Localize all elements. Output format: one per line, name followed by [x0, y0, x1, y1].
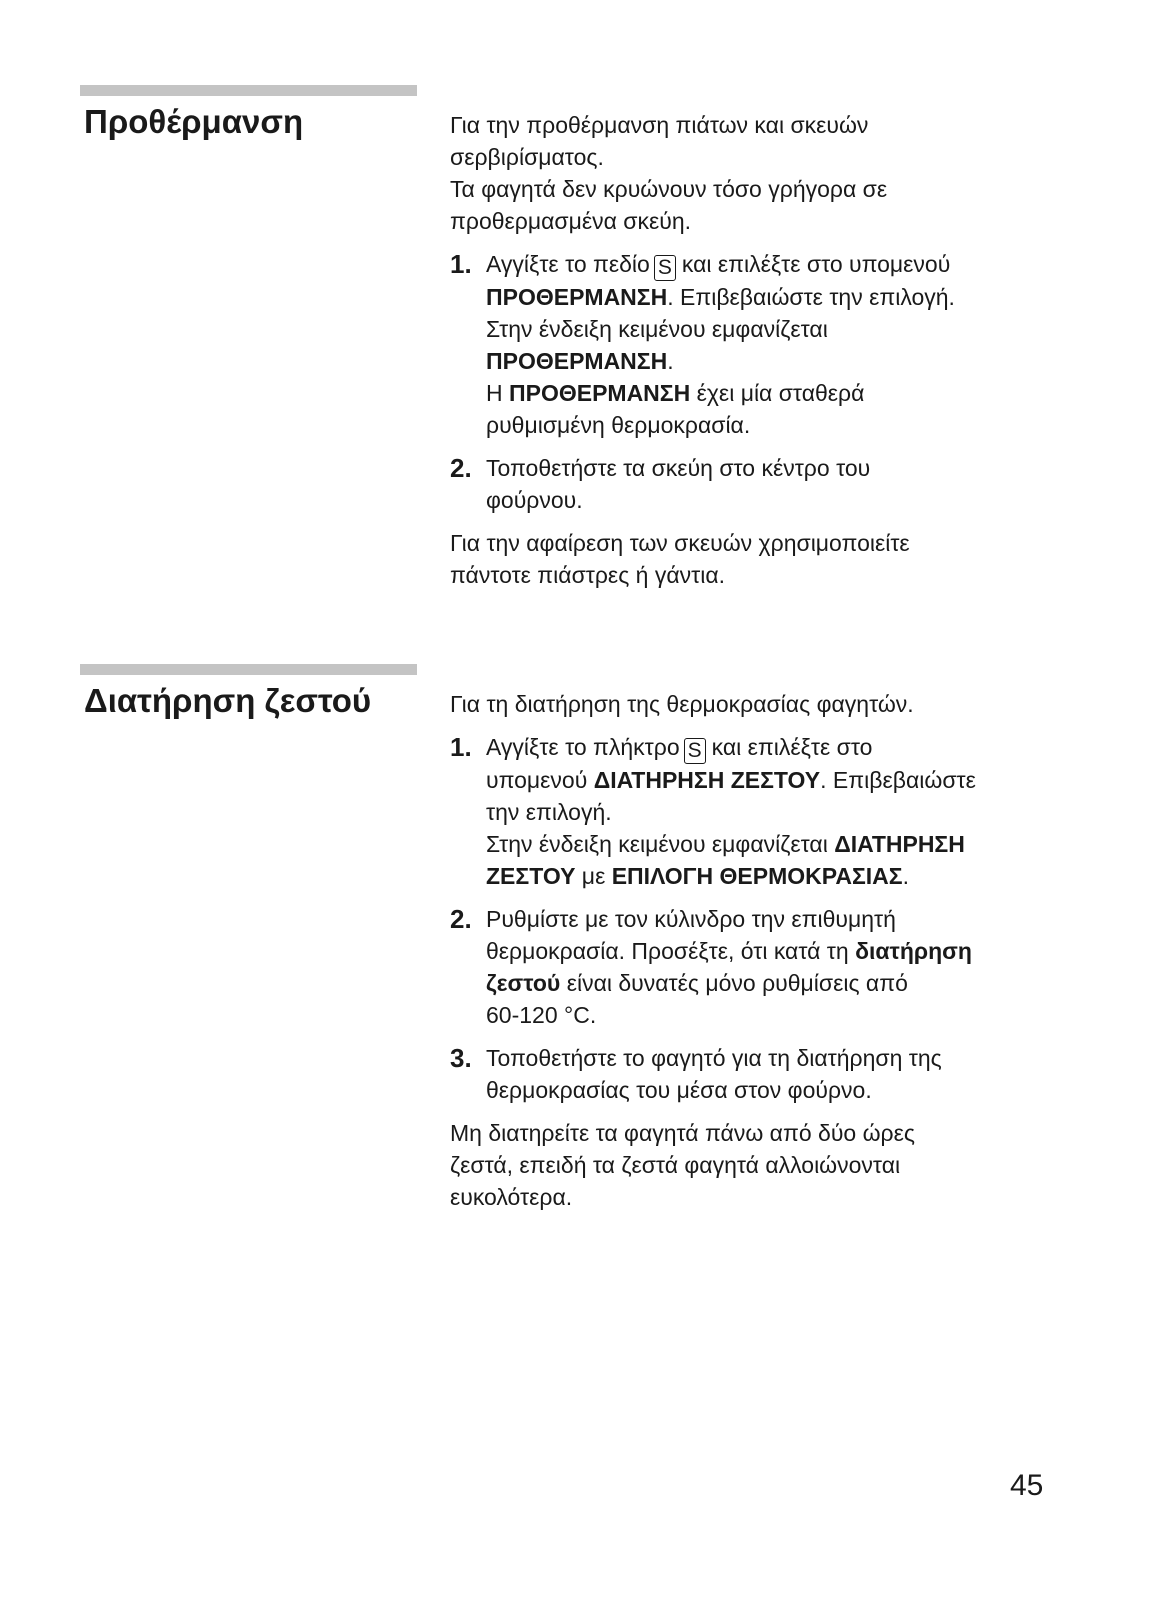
- section-body-preheat: [450, 109, 1050, 591]
- section-divider-bar: [80, 85, 417, 96]
- step-item: 2. Τοποθετήστε τα σκεύη στο κέντρο του φούρνου.: [450, 453, 871, 513]
- section-heading-keep-warm: Διατήρηση ζεστού: [84, 682, 372, 719]
- intro-paragraph: Για την προθέρμανση πιάτων και σκευών σερβιρίσματος. Τα φαγητά δεν κρυώνουν τόσο γρήγορα σε προθερμασμένα σκεύη.: [450, 112, 888, 234]
- outro-paragraph: Για την αφαίρεση των σκευών χρησιμοποιείτε πάντοτε πιάστρες ή γάντια.: [450, 530, 910, 588]
- settings-key-icon: S: [684, 738, 706, 764]
- step-item: 1. Αγγίξτε το πεδίο S και επιλέξτε στο υπομενού ΠΡΟΘΕΡΜΑΝΣΗ. Επιβεβαιώστε την επιλογή. Στην ένδειξη κειμένου εμφανίζεται ΠΡΟΘΕΡΜΑΝΣΗ. Η ΠΡΟΘΕΡΜΑΝΣΗ έχει μία σταθερά ρυθμισμένη θερμοκρασία.: [450, 249, 955, 438]
- outro-paragraph: Μη διατηρείτε τα φαγητά πάνω από δύο ώρες ζεστά, επειδή τα ζεστά φαγητά αλλοιώνονται ευκολότερα.: [450, 1120, 915, 1210]
- step-number: 2.: [450, 453, 472, 483]
- section-heading-preheat: Προθέρμανση: [84, 103, 304, 140]
- page-number: 45: [1010, 1469, 1044, 1502]
- step-item: 3. Τοποθετήστε το φαγητό για τη διατήρηση της θερμοκρασίας του μέσα στον φούρνο.: [450, 1043, 942, 1103]
- step-item: 1. Αγγίξτε το πλήκτρο S και επιλέξτε στο υπομενού ΔΙΑΤΗΡΗΣΗ ΖΕΣΤΟΥ. Επιβεβαιώστε την επιλογή. Στην ένδειξη κειμένου εμφανίζεται ΔΙΑΤΗΡΗΣΗ ΖΕΣΤΟΥ με ΕΠΙΛΟΓΗ ΘΕΡΜΟΚΡΑΣΙΑΣ.: [450, 732, 976, 889]
- step-item: 2. Ρυθμίστε με τον κύλινδρο την επιθυμητή θερμοκρασία. Προσέξτε, ότι κατά τη διατήρηση ζεστού είναι δυνατές μόνο ρυθμίσεις από 60-120 °C.: [450, 904, 972, 1028]
- settings-key-icon: S: [654, 255, 676, 281]
- section-divider-bar: [80, 664, 417, 675]
- step-number: 1.: [450, 732, 472, 762]
- step-number: 1.: [450, 249, 472, 279]
- step-number: 2.: [450, 904, 472, 934]
- section-body-keep-warm: [450, 688, 1050, 1213]
- intro-paragraph: Για τη διατήρηση της θερμοκρασίας φαγητών.: [450, 691, 914, 717]
- step-number: 3.: [450, 1043, 472, 1073]
